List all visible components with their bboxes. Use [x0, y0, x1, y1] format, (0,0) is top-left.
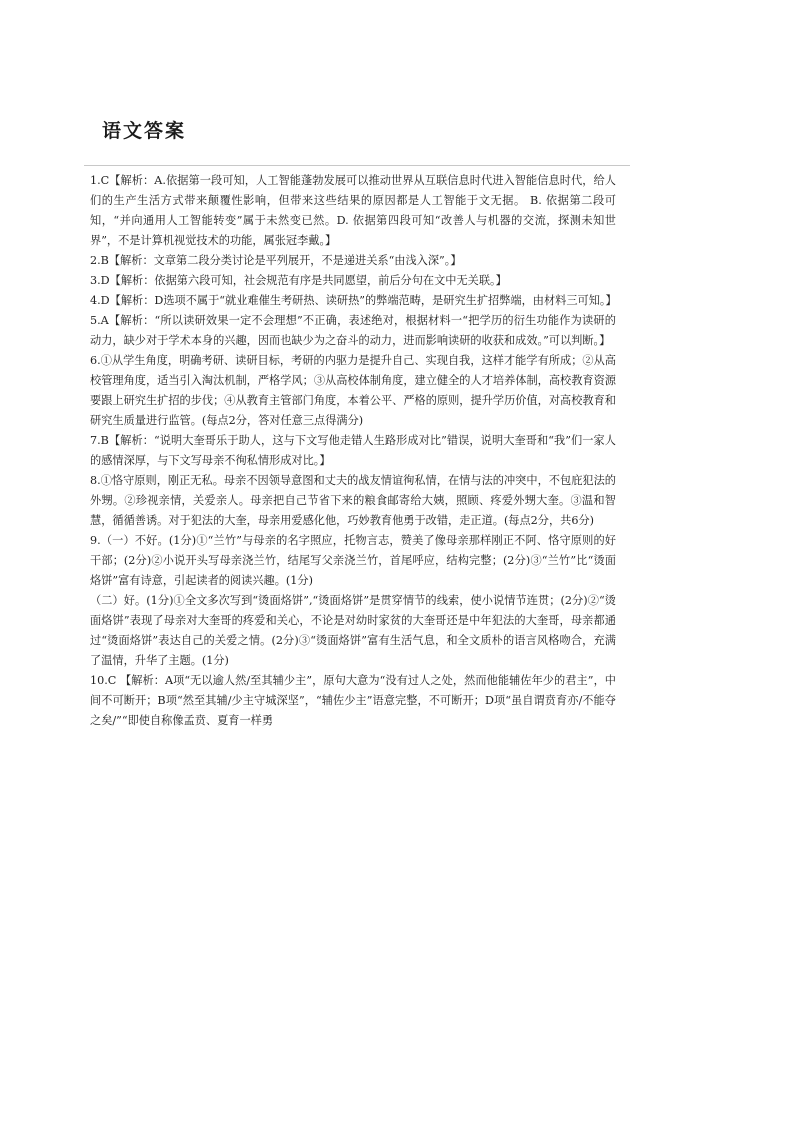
answer-1: 1.C【解析：A.依据第一段可知，人工智能蓬勃发展可以推动世界从互联信息时代进入智能信息时代，给人们的生产生活方式带来颠覆性影响，但带来这些结果的原因都是人工智能于文无据。 B. 依据第二段可知，“并向通用人工智能转变”属于未然变已然。D. 依据第四段可知“改善人与机器的交流，探测未知世界”，不是计算机视觉技术的功能，属张冠李戴。】 — [90, 174, 616, 247]
answer-3: 3.D【解析：依据第六段可知，社会规范有序是共同愿望，前后分句在文中无关联。】 — [90, 274, 507, 287]
answer-9-part-2: （二）好。(1分)①全文多次写到“烫面烙饼”,“烫面烙饼”是贯穿情节的线索，使小说情节连贯；(2分)②“烫面烙饼”表现了母亲对大奎哥的疼爱和关心，不论是对幼时家贫的大奎哥还是中年犯法的大奎哥，母亲都通过“烫面烙饼”表达自己的关爱之情。(2分)③“烫面烙饼”富有生活气息，和全文质朴的语言风格吻合，充满了温情，升华了主题。(1分) — [90, 594, 616, 667]
title-divider — [84, 165, 630, 166]
answer-10: 10.C 【解析：A项“无以逾人然/至其辅少主”，原句大意为“没有过人之处，然而他能辅佐年少的君主”，中间不可断开；B项“然至其辅/少主守城深坚”，“辅佐少主”语意完整，不可断开；D项“虽自谓贲育亦/不能夺之矣/”“即使自称像孟贲、夏育一样勇 — [90, 674, 616, 727]
answer-7: 7.B【解析：“说明大奎哥乐于助人，这与下文写他走错人生路形成对比”错误，说明大奎哥和“我”们一家人的感情深厚，与下文写母亲不徇私情形成对比。】 — [90, 434, 616, 467]
answer-6: 6.①从学生角度，明确考研、读研目标，考研的内驱力是提升自己、实现自我，这样才能学有所成；②从高校管理角度，适当引入淘汰机制，严格学风；③从高校体制角度，建立健全的人才培养体制，高校教育资源要跟上研究生扩招的步伐；④从教育主管部门角度，本着公平、严格的原则，提升学历价值，对高校教育和研究生质量进行监管。(每点2分，答对任意三点得满分) — [90, 354, 616, 427]
answer-5: 5.A【解析：“所以读研效果一定不会理想”不正确，表述绝对，根据材料一“把学历的衍生功能作为读研的动力，缺少对于学术本身的兴趣，因而也缺少为之奋斗的动力，进而影响读研的收获和成效。”可以判断。】 — [90, 314, 616, 347]
answer-content — [90, 171, 616, 731]
page-title: 语文答案 — [102, 120, 187, 142]
answer-2: 2.B【解析：文章第二段分类讨论是平列展开，不是递进关系“由浅入深”。】 — [90, 254, 462, 267]
answer-8: 8.①恪守原则，刚正无私。母亲不因领导意图和丈夫的战友情谊徇私情，在情与法的冲突中，不包庇犯法的外甥。②珍视亲情，关爱亲人。母亲把自己节省下来的粮食邮寄给大姨，照顾、疼爱外甥大奎。③温和智慧，循循善诱。对于犯法的大奎，母亲用爱感化他，巧妙教育他勇于改错，走正道。(每点2分，共6分) — [90, 474, 616, 527]
answer-9-part-1: 9.（一）不好。(1分)①“兰竹”与母亲的名字照应，托物言志，赞美了像母亲那样刚正不阿、恪守原则的好干部；(2分)②小说开头写母亲浇兰竹，结尾写父亲浇兰竹，首尾呼应，结构完整；(2分)③“兰竹”比“烫面烙饼”富有诗意，引起读者的阅读兴趣。(1分) — [90, 534, 616, 587]
answer-4: 4.D【解析：D选项不属于“就业难催生考研热、读研热”的弊端范畴，是研究生扩招弊端，由材料三可知。】 — [90, 294, 617, 307]
